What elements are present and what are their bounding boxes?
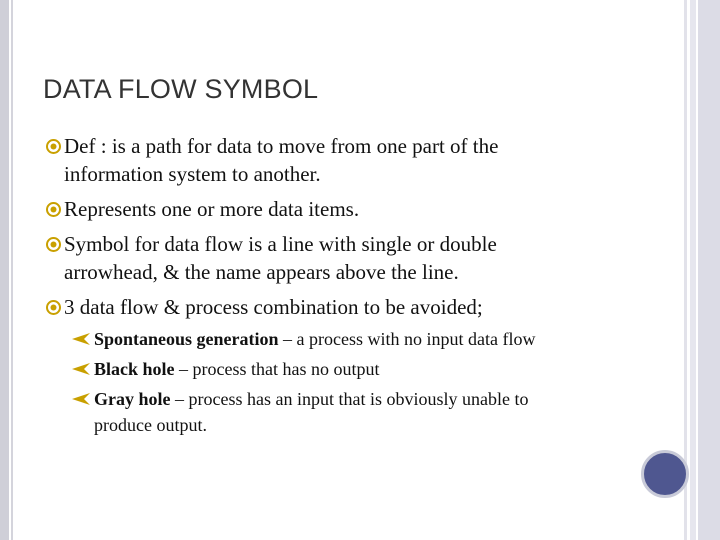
bullet-3-line-2: arrowhead, & the name appears above the line. (64, 260, 459, 284)
sub-bullet-3-desc: – process has an input that is obviously unable to (170, 389, 529, 409)
bullet-1-line-2: information system to another. (64, 162, 321, 186)
sub-bullet-3-continuation: produce output. (94, 415, 207, 435)
bullet-3-line-1: Symbol for data flow is a line with single or double (64, 232, 497, 256)
decorative-circle (641, 450, 689, 498)
sub-bullet-1 (94, 326, 535, 353)
sub-bullet-1-term: Spontaneous generation (94, 329, 279, 349)
left-border-band (0, 0, 9, 540)
sun-ring-bullet-icon (45, 236, 62, 253)
sub-bullet-2-desc: – process that has no output (174, 359, 380, 379)
sub-bullet-3 (94, 386, 528, 413)
sub-bullet-2 (94, 356, 380, 383)
slide-title: DATA FLOW SYMBOL (43, 74, 319, 104)
sun-ring-bullet-icon (45, 138, 62, 155)
sun-ring-bullet-icon (45, 299, 62, 316)
right-border-band (698, 0, 720, 540)
sub-bullet-3-term: Gray hole (94, 389, 171, 409)
sub-bullet-2-term: Black hole (94, 359, 175, 379)
sun-ring-bullet-icon (45, 201, 62, 218)
sub-bullet-1-desc: – a process with no input data flow (278, 329, 536, 349)
bullet-2-line-1: Represents one or more data items. (64, 197, 360, 221)
right-border-line-inner (690, 0, 696, 540)
wing-bullet-icon (72, 363, 90, 375)
bullet-4-line-1: 3 data flow & process combination to be avoided; (64, 295, 483, 319)
bullet-1-line-1: Def : is a path for data to move from one part of the (64, 134, 499, 158)
wing-bullet-icon (72, 393, 90, 405)
wing-bullet-icon (72, 333, 90, 345)
left-border-line (11, 0, 13, 540)
